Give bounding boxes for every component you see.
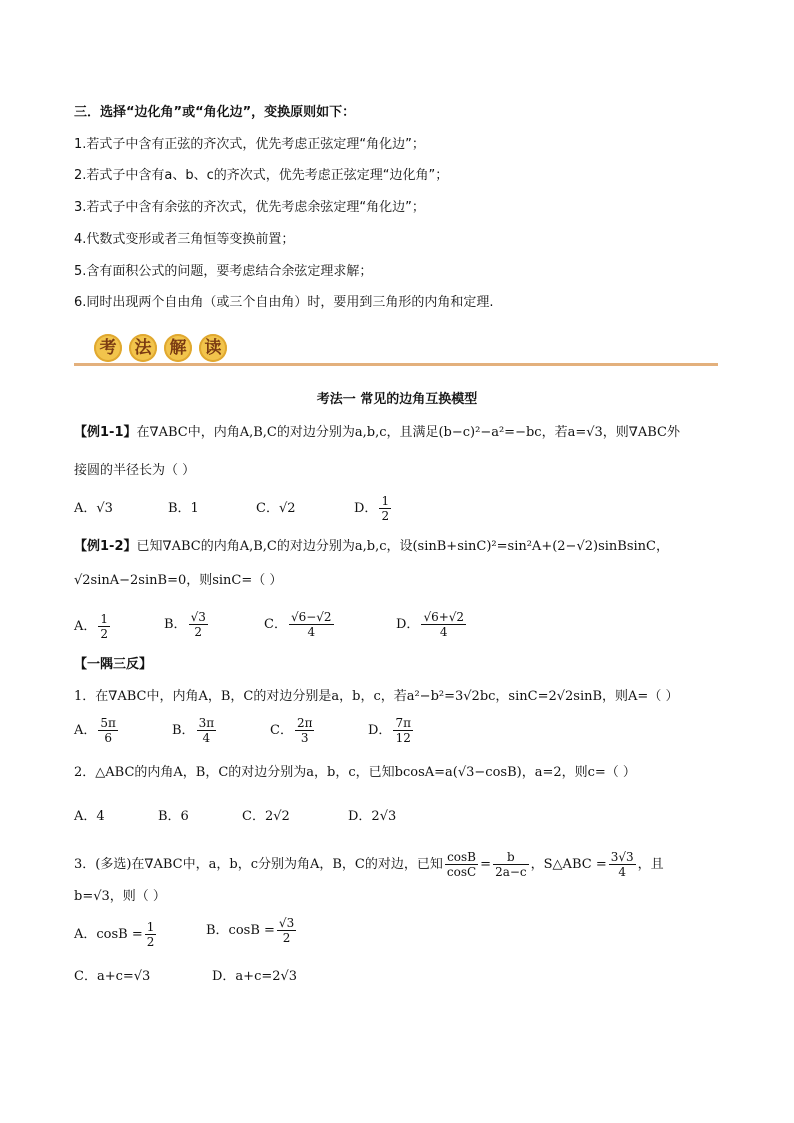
question-2-option-c: C．2√2 [242, 809, 290, 824]
fraction: $\frac{\cos B}{\cos C}$ [446, 850, 477, 879]
question-3-option-d: D．a+c=2√3 [212, 969, 298, 984]
example-1-2-line2: √2sinA−2sinB=0，则sinC=（ ） [74, 573, 283, 588]
example-1-2-option-d: D． $\frac{√6+√2}{4}$ [396, 610, 465, 639]
question-3-option-b: B．cosB = $\frac{√3}{2}$ [206, 916, 295, 945]
question-3-option-a: A．cosB = $\frac{1}{2}$ [74, 920, 155, 949]
example-1-2-line1 [74, 538, 669, 556]
question-3-option-c: C．a+c=√3 [74, 969, 151, 984]
principle-item-6: 6.同时出现两个自由角（或三个自由角）时，要用到三角形的内角和定理. [74, 295, 494, 310]
principle-item-2: 2.若式子中含有a、b、c的齐次式，优先考虑正弦定理“边化角”； [74, 168, 449, 183]
example-1-2-option-b: B． $\frac{√3}{2}$ [164, 610, 206, 639]
principle-item-1: 1.若式子中含有正弦的齐次式，优先考虑正弦定理“角化边”； [74, 137, 425, 152]
example-1-2-option-a: A． $\frac{1}{2}$ [74, 612, 109, 641]
example-1-1-option-d [354, 494, 393, 523]
fraction: $\frac{√6+√2}{4}$ [423, 610, 465, 639]
fraction: $\frac{√6-√2}{4}$ [290, 610, 332, 639]
question-2-option-b: B．6 [158, 809, 189, 824]
fraction: $\frac{7\pi}{12}$ [395, 716, 411, 745]
example-1-2-text: 已知∇ABC的内角A,B,C的对边分别为a,b,c，设(sinB+sinC)²=sin²A+(2−√2)sinBsinC， [136, 539, 669, 554]
fraction: $\frac{√3}{2}$ [278, 916, 295, 945]
banner-char-3: 解 [164, 334, 192, 362]
section-banner [74, 332, 718, 366]
question-2-option-d: D．2√3 [348, 809, 397, 824]
banner-rule [74, 363, 718, 366]
fraction: $\frac{b}{2a-c}$ [495, 850, 527, 879]
question-2-text: 2．△ABC的内角A，B，C的对边分别为a，b，c，已知bcosA=a(√3−cosB)，a=2，则c=（ ） [74, 765, 636, 780]
principle-item-3: 3.若式子中含有余弦的齐次式，优先考虑余弦定理“角化边”； [74, 200, 425, 215]
banner-char-1: 考 [94, 334, 122, 362]
fraction: $\frac{2\pi}{3}$ [296, 716, 313, 745]
question-3-line1: 3．(多选)在∇ABC中，a，b，c分别为角A，B，C的对边，已知 $\frac{\cos B}{\cos C}$ = $\frac{b}{2a-c}$ ，S△ABC = $\frac{3√3}{4}$ ，且 [74, 850, 664, 879]
question-1-option-d: D． $\frac{7\pi}{12}$ [368, 716, 411, 745]
example-1-1-option-c: C．√2 [256, 501, 296, 516]
example-1-2-option-c: C． $\frac{√6-√2}{4}$ [264, 610, 332, 639]
section-title: 考法一 常见的边角互换模型 [316, 392, 478, 407]
example-1-1-line2: 接圆的半径长为（ ） [74, 463, 196, 478]
fraction: $\frac{√3}{2}$ [190, 610, 206, 639]
example-1-1-label: 【例1-1】 [74, 425, 137, 440]
question-1-option-c: C． $\frac{2\pi}{3}$ [270, 716, 313, 745]
example-1-1-option-b: B．1 [168, 501, 199, 516]
fraction: $\frac{1}{2}$ [100, 612, 109, 641]
question-1-option-a: A． $\frac{5\pi}{6}$ [74, 716, 116, 745]
banner-char-2: 法 [129, 334, 157, 362]
example-1-2-label: 【例1-2】 [74, 539, 137, 554]
example-1-1-option-a: A．√3 [74, 501, 113, 516]
principle-item-5: 5.含有面积公式的问题，要考虑结合余弦定理求解； [74, 264, 373, 279]
fraction: $\frac{3\pi}{4}$ [198, 716, 215, 745]
banner-char-4: 读 [199, 334, 227, 362]
example-1-1-text: 在∇ABC中，内角A,B,C的对边分别为a,b,c，且满足(b−c)²−a²=−bc，若a=√3，则∇ABC外 [136, 425, 680, 440]
fraction: $\frac{1}{2}$ [381, 494, 390, 523]
question-3-line2: b=√3，则（ ） [74, 889, 166, 904]
fraction: $\frac{3√3}{4}$ [610, 850, 634, 879]
option-label: D． [354, 501, 378, 516]
question-2-option-a: A．4 [74, 809, 105, 824]
example-1-1-line1 [74, 424, 680, 442]
principles-heading: 三．选择“边化角”或“角化边”，变换原则如下： [74, 105, 356, 120]
practice-heading: 【一隅三反】 [74, 657, 153, 672]
fraction: $\frac{5\pi}{6}$ [100, 716, 116, 745]
fraction: $\frac{1}{2}$ [146, 920, 155, 949]
question-1-text: 1．在∇ABC中，内角A，B，C的对边分别是a，b，c，若a²−b²=3√2bc，sinC=2√2sinB，则A=（ ） [74, 689, 679, 704]
principle-item-4: 4.代数式变形或者三角恒等变换前置； [74, 232, 295, 247]
question-1-option-b: B． $\frac{3\pi}{4}$ [172, 716, 215, 745]
